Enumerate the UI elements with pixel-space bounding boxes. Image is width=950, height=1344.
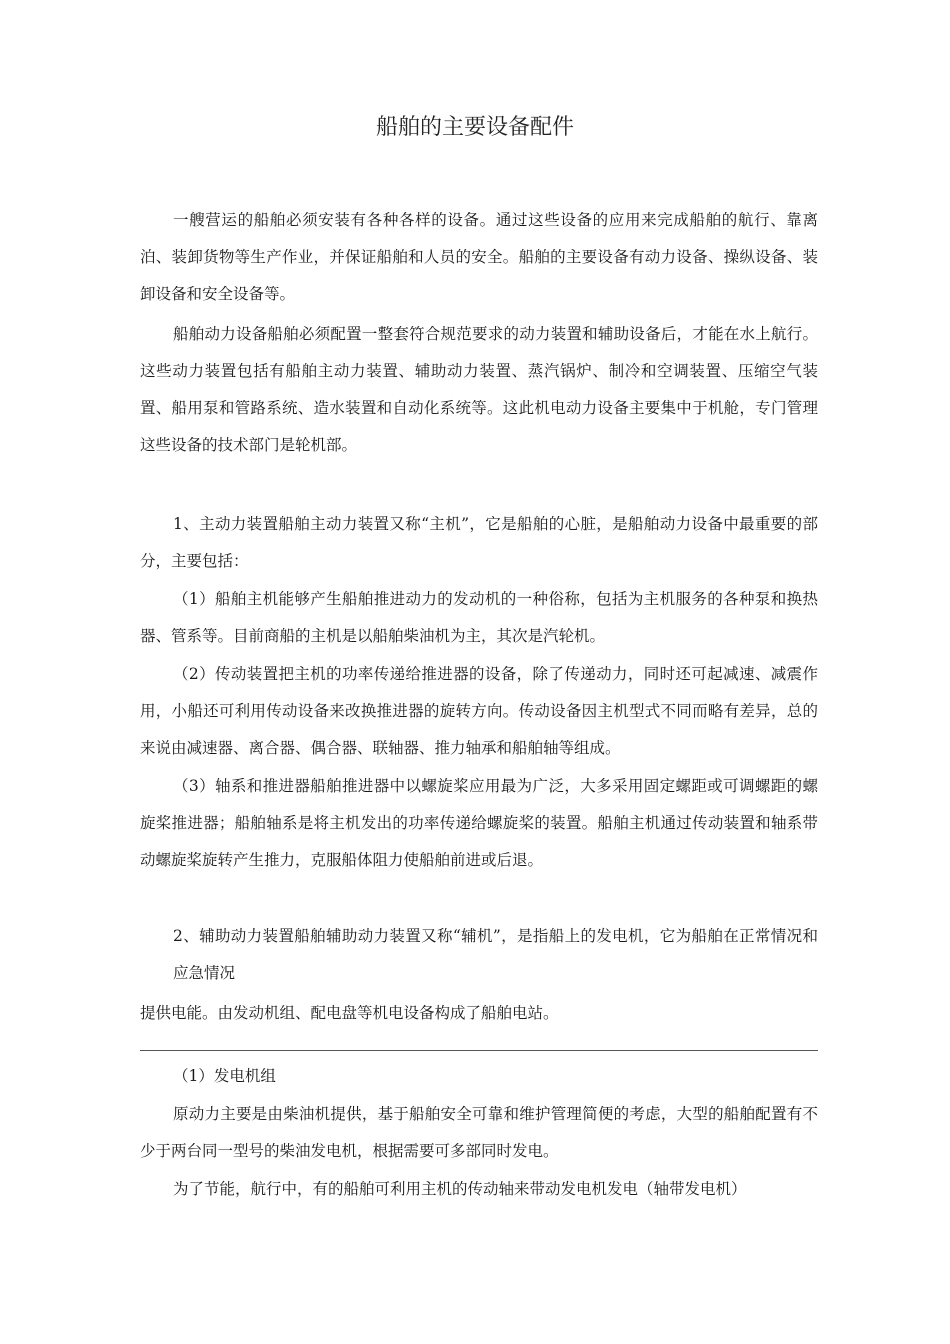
paragraph-shaft-generator: 为了节能，航行中，有的船舶可利用主机的传动轴来带动发电机发电（轴带发电机） [173,1180,747,1198]
section-auxiliary-power-continued: 提供电能。由发动机组、配电盘等机电设备构成了船舶电站。 [140,1004,559,1022]
horizontal-divider [140,1050,818,1051]
item-shafting-propeller: （3）轴系和推进器船舶推进器中以螺旋桨应用最为广泛，大多采用固定螺距或可调螺距的螺旋桨推进器；船舶轴系是将主机发出的功率传递给螺旋桨的装置。船舶主机通过传动装置和轴系带动螺旋桨旋转产生推力，克服船体阻力使船舶前进或后退。 [140,777,818,869]
paragraph-power-equipment: 船舶动力设备船舶必须配置一整套符合规范要求的动力装置和辅助设备后，才能在水上航行。这些动力装置包括有船舶主动力装置、辅助动力装置、蒸汽锅炉、制冷和空调装置、压缩空气装置、船用泵和管路系统、造水装置和自动化系统等。这此机电动力设备主要集中于机舱，专门管理这些设备的技术部门是轮机部。 [140,325,818,454]
item-transmission: （2）传动装置把主机的功率传递给推进器的设备，除了传递动力，同时还可起减速、减震作用，小船还可利用传动设备来改换推进器的旋转方向。传动设备因主机型式不同而略有差异，总的来说由减速器、离合器、偶合器、联轴器、推力轴承和船舶轴等组成。 [140,665,818,757]
item-generator-set: （1）发电机组 [173,1067,276,1085]
document-title: 船舶的主要设备配件 [375,115,574,140]
section-main-power: 1、主动力装置船舶主动力装置又称“主机”，它是船舶的心脏，是船舶动力设备中最重要的部分，主要包括： [140,515,818,570]
section-auxiliary-power: 2、辅助动力装置船舶辅助动力装置又称“辅机”，是指船上的发电机，它为船舶在正常情况和应急情况 [173,927,818,982]
paragraph-intro: 一艘营运的船舶必须安装有各种各样的设备。通过这些设备的应用来完成船舶的航行、靠离泊、装卸货物等生产作业，并保证船舶和人员的安全。船舶的主要设备有动力设备、操纵设备、装卸设备和安全设备等。 [140,211,818,303]
paragraph-diesel-generators: 原动力主要是由柴油机提供，基于船舶安全可靠和维护管理简便的考虑，大型的船舶配置有不少于两台同一型号的柴油发电机，根据需要可多部同时发电。 [140,1105,818,1160]
item-main-engine: （1）船舶主机能够产生船舶推进动力的发动机的一种俗称，包括为主机服务的各种泵和换热器、管系等。目前商船的主机是以船舶柴油机为主，其次是汽轮机。 [140,590,818,645]
